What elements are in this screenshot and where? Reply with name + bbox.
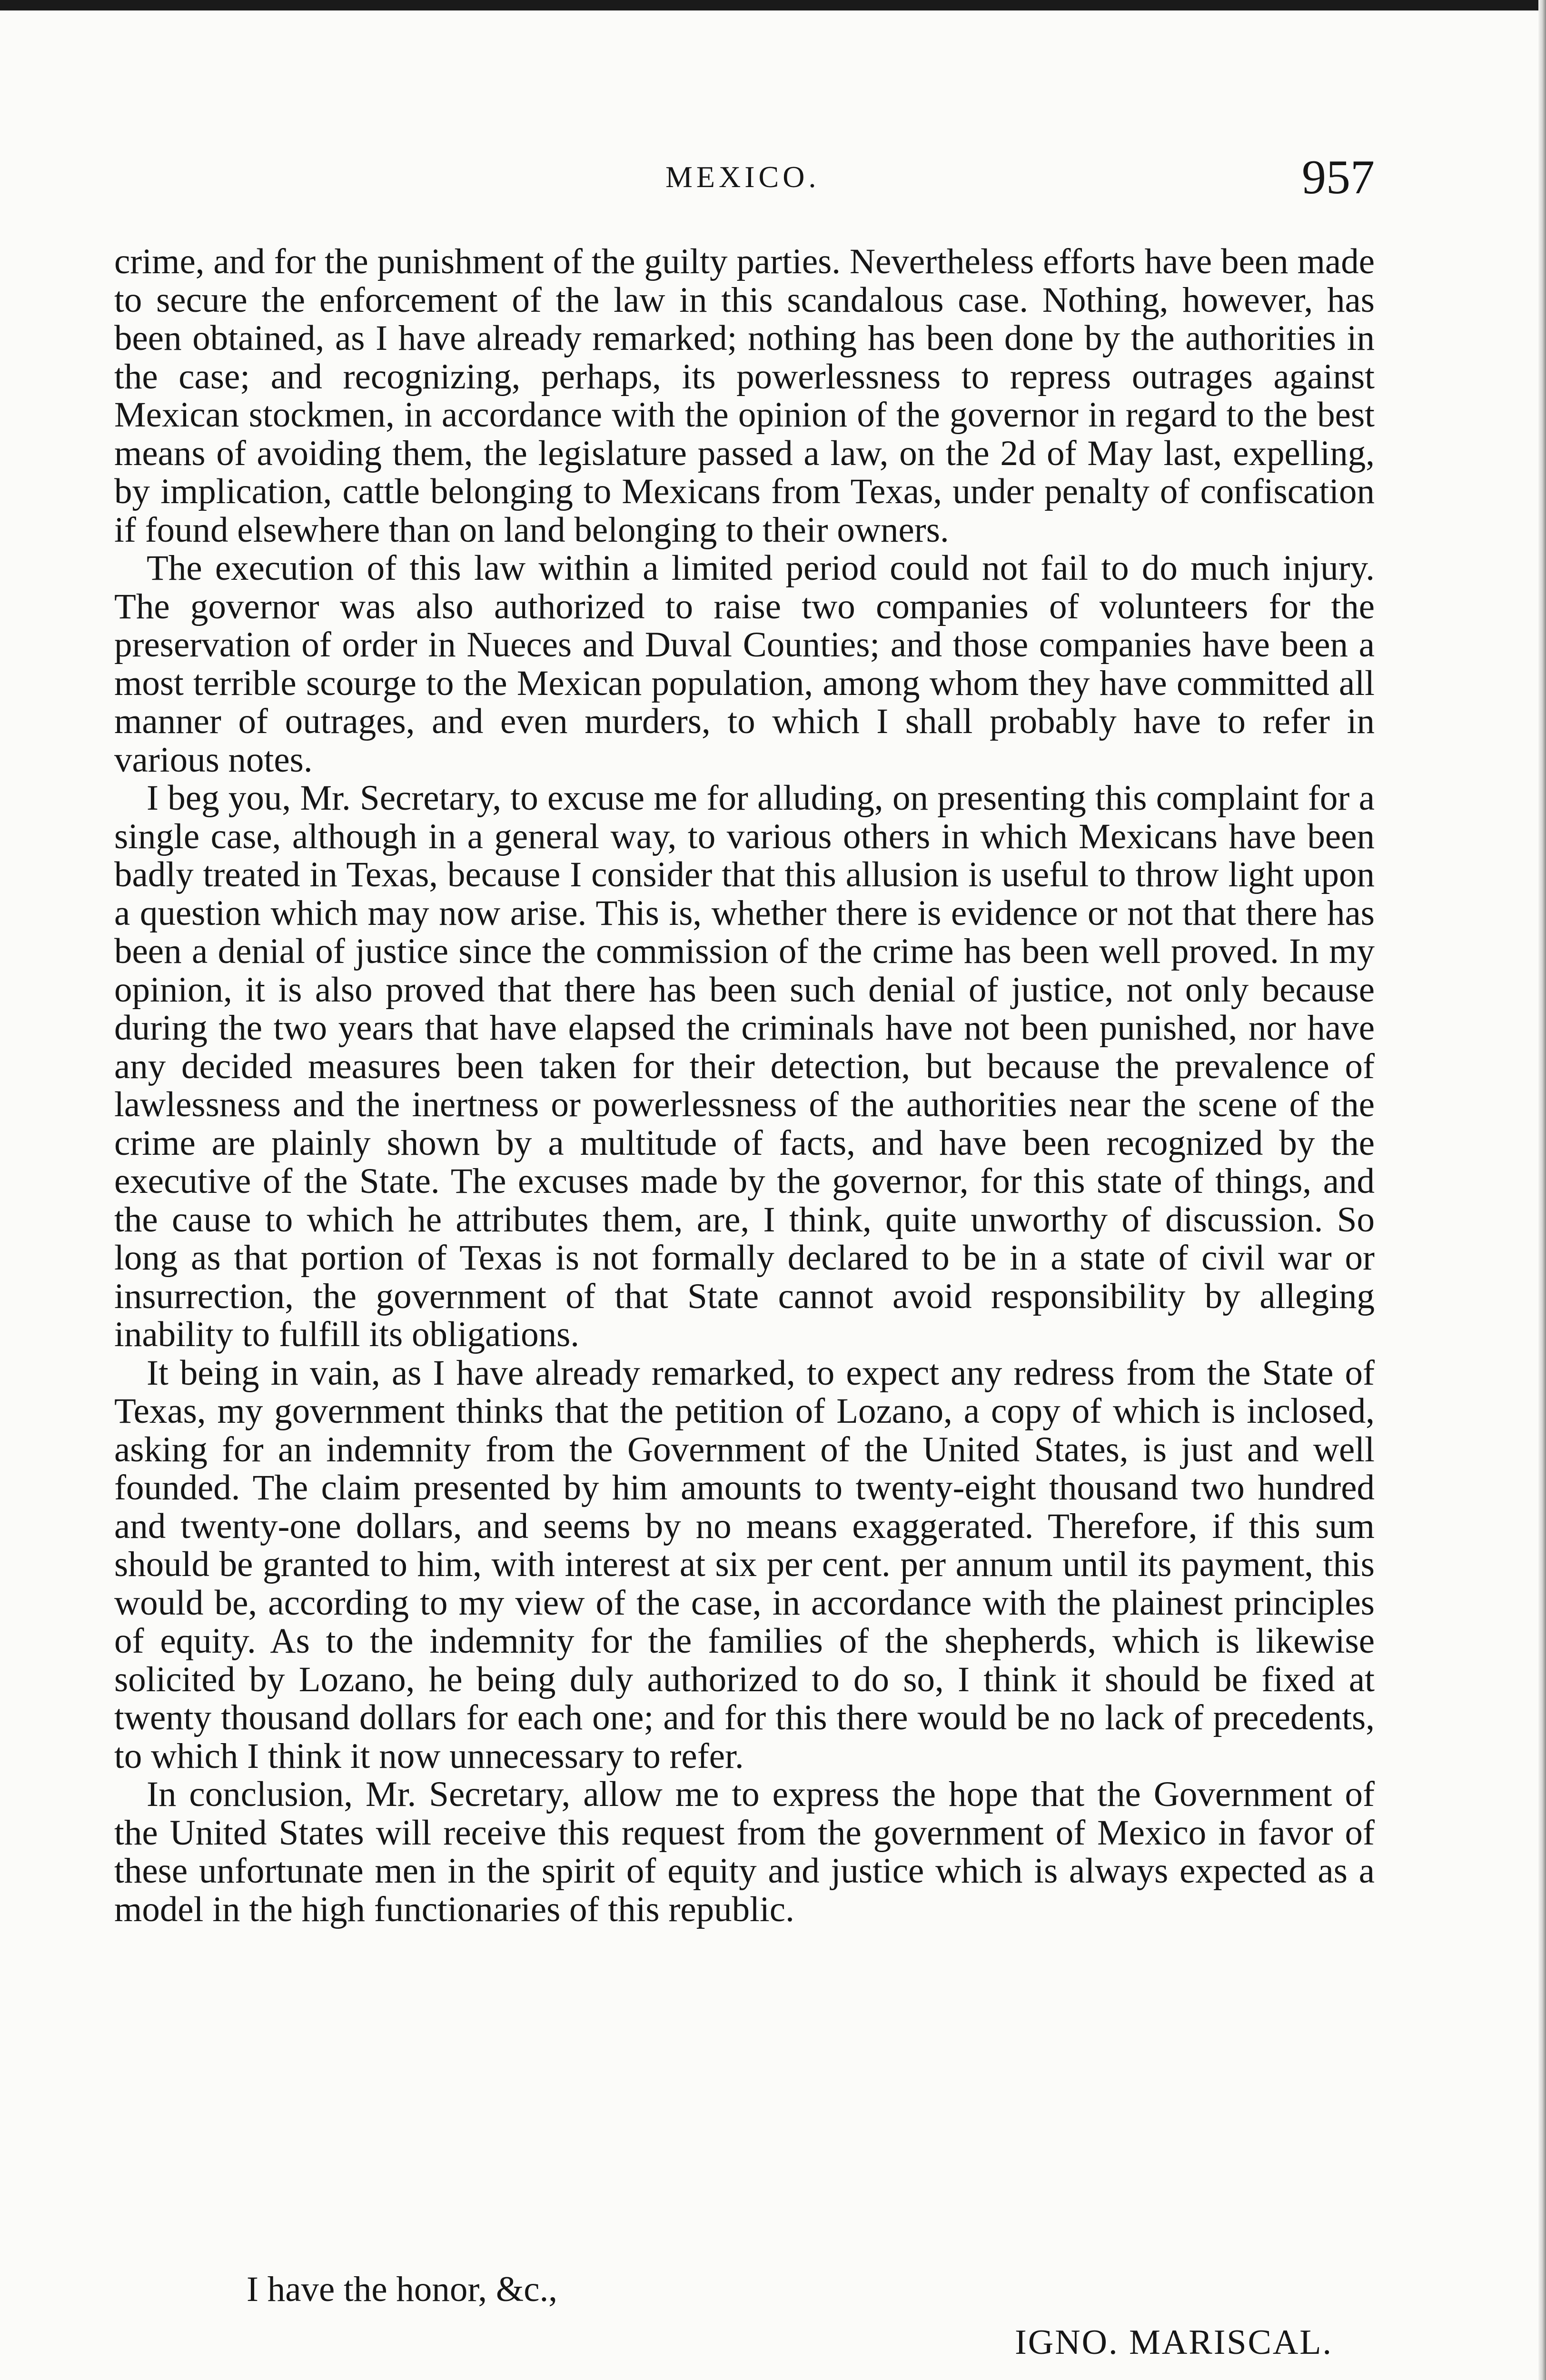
page-number: 957 — [1302, 150, 1375, 204]
paragraph-3: I beg you, Mr. Secretary, to excuse me for alluding, on presenting this complaint for a single case, although in a general way, to various others in which Mexicans have been badly treated in Texas, because I consider that this allusion is useful to throw light upon a question which may now arise. This is, whether there is evidence or not that there has been a denial of justice since the commission of the crime has been well proved. In my opinion, it is also proved that there has been such denial of justice, not only because during the two years that have elapsed the criminals have not been punished, nor have any decided measures been taken for their detection, but because the prevalence of lawlessness and the inertness or powerlessness of the authorities near the scene of the crime are plainly shown by a multitude of facts, and have been recognized by the executive of the State. The excuses made by the governor, for this state of things, and the cause to which he attributes them, are, I think, quite unworthy of discussion. So long as that portion of Texas is not formally declared to be in a state of civil war or insurrection, the government of that State cannot avoid responsibility by alleging inability to fulfill its obligations. — [114, 778, 1375, 1354]
top-border-rule — [0, 0, 1546, 10]
signature: IGNO. MARISCAL. — [1015, 2323, 1333, 2362]
paragraph-2: The execution of this law within a limited period could not fail to do much injury. The governor was also authorized to raise two companies of volunteers for the preservation of order in Nueces and Duval Counties; and those companies have been a most terrible scourge to the Mexican population, among whom they have committed all manner of outrages, and even murders, to which I shall probably have to refer in various notes. — [114, 548, 1375, 780]
paragraph-1: crime, and for the punishment of the guilty parties. Nevertheless efforts have been made to secure the enforcement of the law in this scandalous case. Nothing, however, has been obtained, as I have already remarked; nothing has been done by the authorities in the case; and recognizing, perhaps, its powerlessness to repress outrages against Mexican stockmen, in accordance with the opinion of the governor in regard to the best means of avoiding them, the legislature passed a law, on the 2d of May last, expelling, by implication, cattle belonging to Mexicans from Texas, under penalty of confiscation if found elsewhere than on land belonging to their owners. — [114, 242, 1375, 550]
page-edge-shadow — [1538, 0, 1546, 2380]
paragraph-5: In conclusion, Mr. Secretary, allow me to express the hope that the Government of the United States will receive this request from the government of Mexico in favor of these unfortunate men in the spirit of equity and justice which is always expected as a model in the high functionaries of this republic. — [114, 1775, 1375, 1929]
closing-salutation: I have the honor, &c., — [247, 2270, 558, 2309]
running-head: MEXICO. — [665, 160, 820, 194]
body-text — [114, 243, 1375, 1929]
paragraph-4: It being in vain, as I have already remarked, to expect any redress from the State of Texas, my government thinks that the petition of Lozano, a copy of which is inclosed, asking for an indemnity from the Government of the United States, is just and well founded. The claim presented by him amounts to twenty-eight thousand two hundred and twenty-one dollars, and seems by no means exaggerated. Therefore, if this sum should be granted to him, with interest at six per cent. per annum until its payment, this would be, according to my view of the case, in accordance with the plainest principles of equity. As to the indemnity for the families of the shepherds, which is likewise solicited by Lozano, he being duly authorized to do so, I think it should be fixed at twenty thousand dollars for each one; and for this there would be no lack of precedents, to which I think it now unnecessary to refer. — [114, 1353, 1375, 1776]
